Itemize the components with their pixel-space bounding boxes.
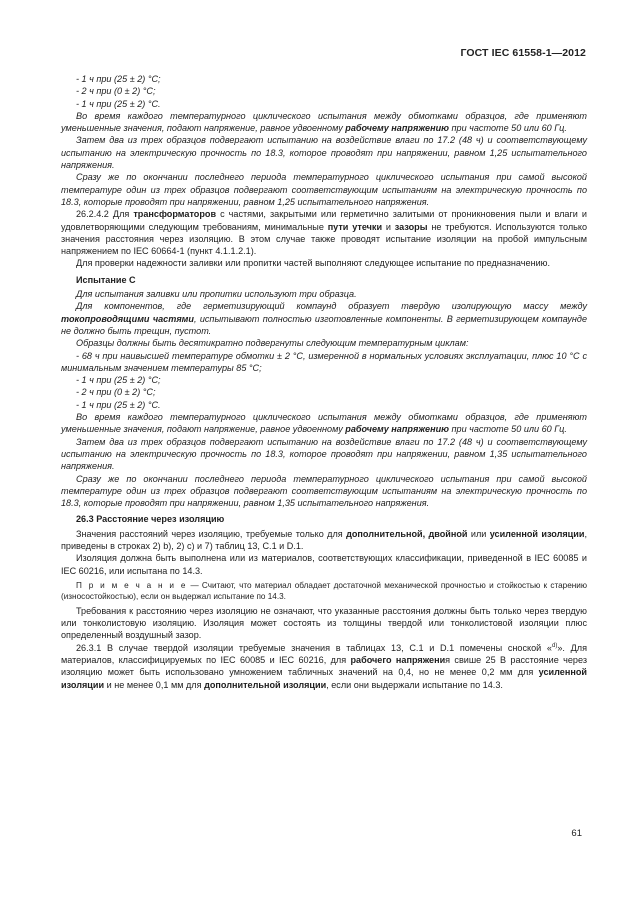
paragraph	[61, 411, 587, 436]
section-heading: 26.3 Расстояние через изоляцию	[76, 514, 225, 525]
paragraph: Затем два из трех образцов подвергают испытанию на воздействие влаги по 17.2 (48 ч) и соответствующему испытанию на электрическую прочность по 18.3, которое проводят при напряжении, равном 1,35 испытательного напряжения.	[61, 436, 587, 472]
text: Для компонентов, где герметизирующий компаунд образует твердую изолирующую массу между	[76, 301, 587, 312]
text: не требуются. Используются только значения расстояния через изоляцию. В этом случае также проводят испытание изоляции на пробой импульсным напряжением по IEC 60664-1 (пункт 4.1.1.2.1).	[61, 221, 587, 257]
term: зазоры	[394, 221, 428, 232]
paragraph: Сразу же по окончании последнего периода температурного циклического испытания при самой высокой температуре один из трех образцов подвергают соответствующим испытаниям на электрическую прочность по 18.3, которые проводят при напряжении, равном 1,35 испытательного напряжения.	[61, 473, 587, 509]
footnote-mark: d)	[552, 642, 558, 649]
paragraph: Требования к расстоянию через изоляцию не означают, что указанные расстояния должны быть только через твердую или тонколистовую изоляцию. Изоляция может состоять из толщины твердой или тонколистовой изоляции плюс определенный воздушный зазор.	[61, 605, 587, 641]
text: Во время каждого температурного циклического испытания между обмотками образцов, где применяют уменьшенные значения, подают напряжение, равное удвоенному	[61, 110, 587, 134]
text: при частоте 50 или 60 Гц.	[449, 424, 567, 435]
list-item: - 1 ч при (25 ± 2) °С.	[76, 399, 161, 410]
note	[61, 580, 587, 602]
section-heading: Испытание С	[76, 274, 136, 285]
document-header: ГОСТ IEC 61558-1—2012	[460, 47, 586, 59]
term: дополнительной изоляции	[204, 679, 327, 690]
paragraph: Сразу же по окончании последнего периода температурного циклического испытания при самой высокой температуре один из трех образцов подвергают соответствующим испытаниям на электрическую прочность по 18.3, которые проводят при напряжении, равном 1,25 испытательного напряжения.	[61, 172, 587, 207]
paragraph	[61, 300, 587, 337]
text: , если они выдержали испытание по 14.3.	[326, 679, 503, 690]
text: , приведены в строках 2) b), 2) c) и 7) таблиц 13, С.1 и D.1.	[61, 528, 587, 551]
paragraph	[61, 528, 587, 553]
term: усиленной изоляции	[489, 528, 585, 539]
paragraph: Для проверки надежности заливки или пропитки частей выполняют следующее испытание по предназначению.	[76, 258, 551, 269]
paragraph	[61, 110, 587, 135]
note-label: П р и м е ч а н и е	[76, 580, 188, 590]
paragraph: - 68 ч при наивысшей температуре обмотки ± 2 °С, измеренной в нормальных условиях эксплуатации, плюс 10 °С с минимальным значением температуры 85 °С;	[61, 350, 587, 373]
text: Значения расстояний через изоляцию, требуемые только для	[76, 528, 347, 539]
term: трансформаторов	[133, 209, 217, 220]
list-item: - 2 ч при (0 ± 2) °С;	[76, 86, 156, 97]
paragraph: Для испытания заливки или пропитки используют три образца.	[76, 289, 357, 300]
text: и	[382, 221, 395, 232]
list-item: - 1 ч при (25 ± 2) °С;	[76, 74, 161, 84]
list-item: - 1 ч при (25 ± 2) °С.	[76, 98, 161, 109]
text: Во время каждого температурного циклического испытания между обмотками образцов, где применяют уменьшенные значения, подают напряжение, равное удвоенному	[61, 412, 587, 435]
page-number: 61	[571, 828, 582, 839]
text: с частями, закрытыми или герметично залитыми от проникновения пыли и влаги и удовлетворяющими следующим требованиям, минимальные	[61, 209, 588, 232]
text: или	[467, 528, 490, 539]
term: усиленной изоляции	[61, 667, 587, 690]
term: дополнительной, двойной	[346, 528, 468, 539]
paragraph: Изоляция должна быть выполнена или из материалов, соответствующих классификации, приведенной в IEC 60085 и IEC 60216, или испытана по 14.3.	[61, 553, 587, 576]
text: я свише 25 В расстояние через изоляцию может быть использовано умножением табличных значений на 0,4, но не менее 0,2 мм для	[61, 655, 588, 678]
term: пути утечки	[327, 221, 383, 232]
paragraph: Образцы должны быть десятикратно подвергнуты следующим температурным циклам:	[76, 338, 469, 349]
page-body	[61, 73, 587, 691]
term: рабочему напряжению	[345, 123, 449, 134]
list-item: - 2 ч при (0 ± 2) °С;	[76, 387, 156, 398]
paragraph	[61, 642, 587, 691]
term: рабочего напряжени	[350, 655, 446, 666]
text: 26.2.4.2 Для	[76, 209, 134, 220]
text: , испытывают полностью изготовленные компоненты. В герметизирующем компаунде не должно быть трещин, пустот.	[61, 313, 588, 336]
term: рабочему напряжению	[345, 424, 449, 435]
paragraph: Затем два из трех образцов подвергают испытанию на воздействие влаги по 17.2 (48 ч) и соответствующему испытанию на электрическую прочность по 18.3, которое проводят при напряжении, равном 1,25 испытательного напряжения.	[61, 135, 587, 171]
term: токопроводящими частями	[61, 313, 194, 324]
note-text: — Считают, что материал обладает достаточной механической прочностью и стойкостью к старению (износостойкостью), если он выдержал испытание по 14.3.	[61, 580, 587, 601]
text: и не менее 0,1 мм для	[104, 679, 205, 690]
paragraph	[61, 208, 587, 257]
text: ». Для материалов, классифицируемых по IEC 60085 и IEC 60216, для	[61, 642, 588, 666]
text: 26.3.1 В случае твердой изоляции требуемые значения в таблицах 13, С.1 и D.1 помечены сноской «	[76, 642, 552, 653]
text: при частоте 50 или 60 Гц.	[449, 123, 567, 134]
list-item: - 1 ч при (25 ± 2) °С;	[76, 375, 161, 386]
